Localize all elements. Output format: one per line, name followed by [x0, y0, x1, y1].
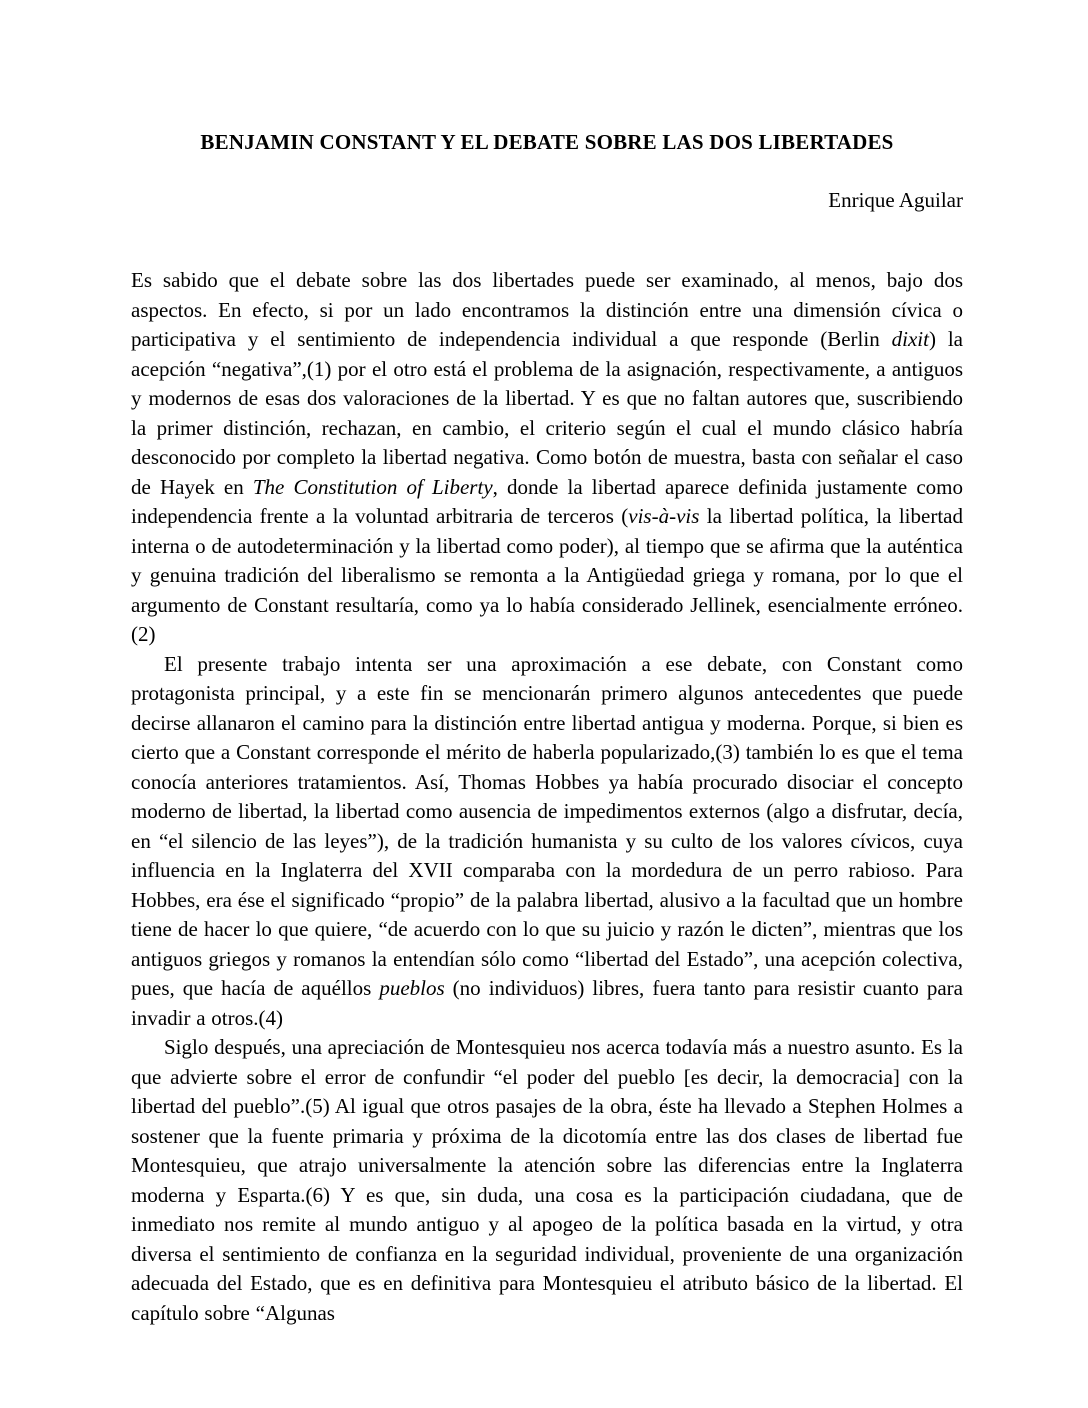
text-run: , donde la libertad aparece definida justamente como independencia frente a la voluntad arbitraria de terceros ( — [131, 474, 963, 528]
text-run: la libertad política, la libertad interna o de autodeterminación y la libertad como poder), al tiempo que se afirma que la auténtica y genuina tradición del liberalismo se remonta a la Antigüedad griega y romana, por lo que el argumento de Constant resultaría, como ya lo había considerado Jellinek, esencialmente erróneo.(2) — [131, 504, 963, 646]
paragraph — [131, 1033, 963, 1328]
text-run: El presente trabajo intenta ser una aproximación a ese debate, con Constant como protagonista principal, y a este fin se mencionarán primero algunos antecedentes que puede decirse allanaron el camino para la distinción entre libertad antigua y moderna. Porque, si bien es cierto que a Constant corresponde el mérito de haberla popularizado,(3) también lo es que el tema conocía anteriores tratamientos. Así, Thomas Hobbes ya había procurado disociar el concepto moderno de libertad, la libertad como ausencia de impedimentos externos (algo a disfrutar, decía, en “el silencio de las leyes”), de la tradición humanista y su culto de los valores cívicos, cuya influencia en la Inglaterra del XVII comparaba con la mordedura de un perro rabioso. Para Hobbes, era ése el significado “propio” de la palabra libertad, alusivo a la facultad que un hombre tiene de hacer lo que quiere, “de acuerdo con lo que su juicio y razón le dicten”, mientras que los antiguos griegos y romanos la entendían sólo como “libertad del Estado”, una acepción colectiva, pues, que hacía de aquéllos — [131, 651, 963, 1000]
italic-text-run: vis-à-vis — [628, 504, 700, 528]
author-byline: Enrique Aguilar — [828, 188, 963, 212]
italic-text-run: dixit — [891, 327, 929, 351]
page-content — [131, 128, 963, 1328]
text-run: (no individuos) libres, fuera tanto para resistir cuanto para invadir a otros.(4) — [131, 976, 963, 1030]
italic-text-run: pueblos — [379, 976, 445, 1000]
paragraph — [131, 266, 963, 650]
text-run: ) la acepción “negativa”,(1) por el otro está el problema de la asignación, respectivamente, a antiguos y modernos de esas dos valoraciones de la libertad. Y es que no faltan autores que, suscribiendo la primer distinción, rechazan, en cambio, el criterio según el cual el mundo clásico habría desconocido por completo la libertad negativa. Como botón de muestra, basta con señalar el caso de Hayek en — [131, 327, 963, 499]
text-run: Siglo después, una apreciación de Montesquieu nos acerca todavía más a nuestro asunto. Es la que advierte sobre el error de confundir “el poder del pueblo [es decir, la democracia] con la libertad del pueblo”.(5) Al igual que otros pasajes de la obra, éste ha llevado a Stephen Holmes a sostener que la fuente primaria y próxima de la dicotomía entre las dos clases de libertad fue Montesquieu, que atrajo universalmente la atención sobre las diferencias entre la Inglaterra moderna y Esparta.(6) Y es que, sin duda, una cosa es la participación ciudadana, que de inmediato nos remite al mundo antiguo y al apogeo de la política basada en la virtud, y otra diversa el sentimiento de confianza en la seguridad individual, proveniente de una organización adecuada del Estado, que es en definitiva para Montesquieu el atributo básico de la libertad. El capítulo sobre “Algunas — [131, 1035, 963, 1325]
document-body — [131, 266, 963, 1328]
page-title: BENJAMIN CONSTANT Y EL DEBATE SOBRE LAS DOS LIBERTADES — [200, 130, 894, 154]
paragraph — [131, 650, 963, 1034]
italic-text-run: The Constitution of Liberty — [252, 474, 493, 499]
text-run: Es sabido que el debate sobre las dos libertades puede ser examinado, al menos, bajo dos aspectos. En efecto, si por un lado encontramos la distinción entre una dimensión cívica o participativa y el sentimiento de independencia individual a que responde (Berlin — [131, 268, 963, 351]
